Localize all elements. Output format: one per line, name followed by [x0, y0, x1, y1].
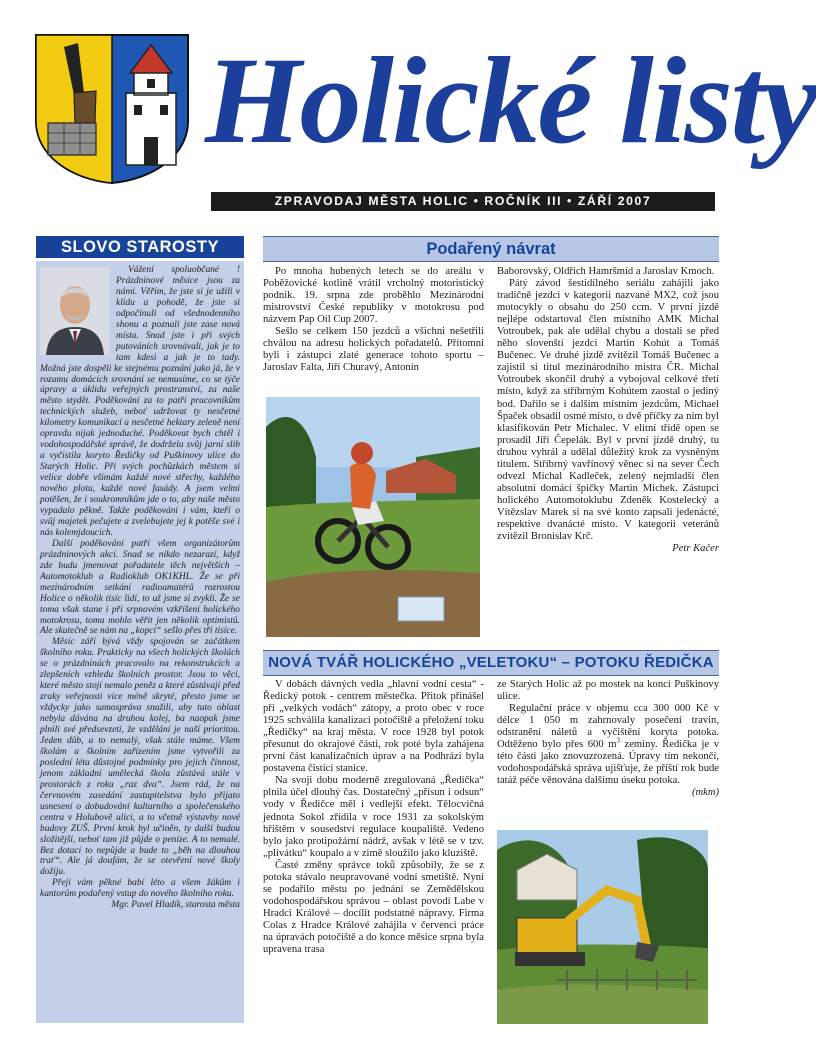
veletok-column-1 [263, 679, 484, 956]
starosta-signature: Mgr. Pavel Hladík, starosta města [111, 900, 240, 911]
veletok-article-title: NOVÁ TVÁŘ HOLICKÉHO „VELETOKU“ – POTOKU ŘEDIČKA [263, 650, 719, 676]
starosta-text [40, 265, 240, 911]
article-paragraph [497, 703, 719, 787]
article-paragraph: V dobách dávných vedla „hlavní vodní cesta“ - Ředický potok - centrem městečka. Přitok přinášel při „velkých vodách“ zátopy, a proto obec v roce 1925 schválila kanalizaci potočiště a přeložení toku „Ředičky“ na kraj města. V roce 1928 byl potok přesunut do okrajové části, rok poté byla zahájena první část kanalizačních úprav a na Podhrázi byla postavena čistící stanice. [263, 679, 484, 775]
article-author: Petr Kačer [672, 543, 719, 555]
article-author: (mkm) [691, 787, 719, 799]
article-paragraph: ze Starých Holic až po mostek na konci Puškinovy ulice. [497, 679, 719, 703]
article-paragraph: Sešlo se celkem 150 jezdců a všichni nešetřili chválou na adresu holických pořadatelů. Přítomni byli i zástupci zlaté generace tohoto sportu – Jaroslav Falta, Jiří Churavý, Antonín [263, 326, 484, 374]
coat-of-arms-icon [34, 33, 190, 185]
excavator-photo [497, 830, 708, 1024]
cubic-superscript: 3 [616, 736, 620, 745]
article-paragraph: Na svoji dobu moderně zregulovaná „Ředička“ plnila účel dlouhý čas. Dostatečný „přísun i odsun“ vody v Ředičce měl i vedlejší efekt. Tělocvičná jednota Sokol zřídila v roce 1931 za sokolským hřištěm v sousedství regulace koupaliště. Vedeno bylo jako protipožární nádrž, avšak v létě se v tzv. „plivátku“ koupalo a v zimě sloužilo jako kluziště. [263, 775, 484, 859]
motocross-photo [266, 397, 480, 637]
masthead-subtitle: ZPRAVODAJ MĚSTA HOLIC • ROČNÍK III • ZÁŘÍ 2007 [211, 192, 715, 211]
masthead-title: Holické listy [205, 32, 816, 169]
starosta-paragraph: Další poděkování patří všem organizátorům prázdninových akcí. Snad se nikdo nezarazí, když zde budu jmenovat pořadatele těch největších – Automotoklub a Radioklub OK1KHL. Že se při mezinárodním setkání radioamatérů rozrostou Holice o několik tisíc lidí, to už jsme si zvykli. Že se toma však stane i při srpnovém vzkříšení holického motokrosu, tomu mohlo věřit jen několik optimistů. Ale skutečně se nám na „kopci“ sešlo přes tři tisíce. [40, 538, 240, 637]
navrat-article-title: Podařený návrat [263, 236, 719, 262]
starosta-paragraph: Vážení spoluobčané ! Prázdninové měsíce jsou za námi. Věřím, že jste si je užili v klidu a pohodě, že jste si odpočinuli od všednodenního shonu a poznali jste zase nová místa. Snad jste i při svých putováních srovnávali, jak je to tam kdesi a jak je to tady. Možná jste dospěli ke stejnému poznání jako já, že v rozumu domácích srovnání se nemusíme, co se týče úpravy a úklidu veřejných prostranství, za naše město stydět. Poděkování za to patří pracovníkům technických služeb, neboť udržovat ty nesčetné kilometry komunikací a nesčetné hektary zeleně není opravdu nijak jednoduché. Poděkovat bych chtěl i vodohospodářské správě, že dodržela svůj jarní slib a vyčistila koryto Ředičky od Puškinovy ulice do Starých Holic. Při svých pochůzkách městem si velice dobře všímám každé nové střechy, každého nového plotu, každé nové fasády. A jsem velmi potěšen, že i soukromníkům jde o to, aby naše město vypadalo pěkně. Takže poděkování i vám, kteří o svůj majetek pečujete a zvelebujete jej k potěše své i nás kolemjdoucích. [40, 265, 240, 538]
starosta-box [36, 261, 244, 1023]
navrat-column-2 [497, 266, 719, 555]
article-paragraph: Baborovský, Oldřich Hamršmíd a Jaroslav Kmoch. [497, 266, 715, 277]
article-paragraph: Po mnoha hubených letech se do areálu v Poběžovické kotlině vrátil vrcholný motoristický podnik. 19. srpna zde proběhlo Mezinárodní mistrovství České republiky v motokrosu pod názvem Pap Oil Cup 2007. [263, 266, 484, 326]
veletok-column-2 [497, 679, 719, 799]
article-paragraph: Časté změny správce toků způsobily, že se z potoka stávalo neupravované vodní smetiště. Nyní se podařilo městu po jednání se Zemědělskou vodohospodářskou správou – oblast povodí Labe v Hradci Králové – docílit podstatné nápravy. Firma Colas z Hradce Králové zahájila v červenci práce na úpravách potočiště a do konce měsíce srpna byla upravena trasa [263, 859, 484, 956]
article-text: Regulační práce v objemu cca 300 000 Kč v délce 1 050 m zahrnovaly posečení travin, odstranění náletů a vyčištění koryta potoka. Odtěženo bylo přes 600 m [497, 703, 719, 751]
navrat-column-1 [263, 266, 484, 374]
article-text: zeminy. Ředička je v této části jako znovuzrozená. Úpravy tím nekončí, vodohospodářská správa ujišťuje, že příští rok bude tatáž péče věnována dalšímu úseku potoka. [497, 739, 719, 787]
article-paragraph: Pátý závod šestidílného seriálu zahájili jako tradičně jezdci v kategorii nazvané MX2, což jsou motocykly o obsahu do 250 ccm. V první jízdě nejlépe odstartoval člen místního AMK Michal Votroubek, pak ale udělal chybu a dostali se před něho slovenští jezdci Martin Kohút a Tomáš Bučenec. Ve druhé jízdě zvítězil Tomáš Bučenec a zajistil si titul mezinárodního mistra ČR. Michal Votroubek skončil druhý a vybojoval celkové třetí místo, když za stříbrným Kohútem zaostal o jediný bod. Dařilo se i dalším místním jezdcům, Michael Špaček obsadil osmé místo, o dvě příčky za ním byl klasifikován Petr Michalec. V elitní třídě open se prosadil Jiří Čepelák. Byl v první jízdě druhý, tu druhou vyhrál a udělal důležitý krok za vysněným titulem. Stříbrný vavřínový věnec si na sever Čech odvezl Michal Kadleček, zelený nejmladší člen absolutní domácí špičky Martin Michek. Zástupci holického Automotoklubu Zdeněk Kostelecký a Vítězslav Marek si na své konto zapsali jedenácté, respektive dvanácté místo. V kategorii veteránů zvítězil Bronislav Krč. [497, 278, 719, 543]
starosta-section-title: SLOVO STAROSTY [36, 236, 244, 258]
starosta-paragraph: Měsíc září bývá vždy spojován se začátkem školního roku. Prakticky na všech holických školách se o prázdninách pracovalo na rekonstrukcích a zlepšeních vzhledu školních prostor. Jsou to věci, které město stojí nemalo peněz a které zůstávají před zraky veřejnosti více méně skryté, přesto jsme se vždycky jako samospráva snažili, aby tuto oblast nebyla dávána na druhou kolej, ba naopak jsme plnili své předsevzetí, že vzdělání je naší prioritou. Jeden důb, a to nemalý, však stále máme. Všem školám a školním zařízením jsme vytvořili za poslední léta důstojné podmínky pro jejich činnost, jenom základní umělecká škola zůstává stále v prostorách z roku „raz dva“. Jsem rád, že na červnovém zasedání zastupitelstva bylo přijato usnesení o dobudování kulturního a společenského centra v Holubově ulici, a to včetně výstavby nové budovy ZUŠ. První krok byl učiněn, ty další budou složitější, neboť tam již půjde o peníze. A to nemalé. Bez dotací to nepůjde a bude to „běh na dlouhou trať“. Ale já doufám, že se otevření nové školy dožiju. [40, 637, 240, 878]
starosta-paragraph: Přeji vám pěkné babí léto a všem žákům i kantorům podařený vstup do nového školního roku. [40, 878, 240, 900]
